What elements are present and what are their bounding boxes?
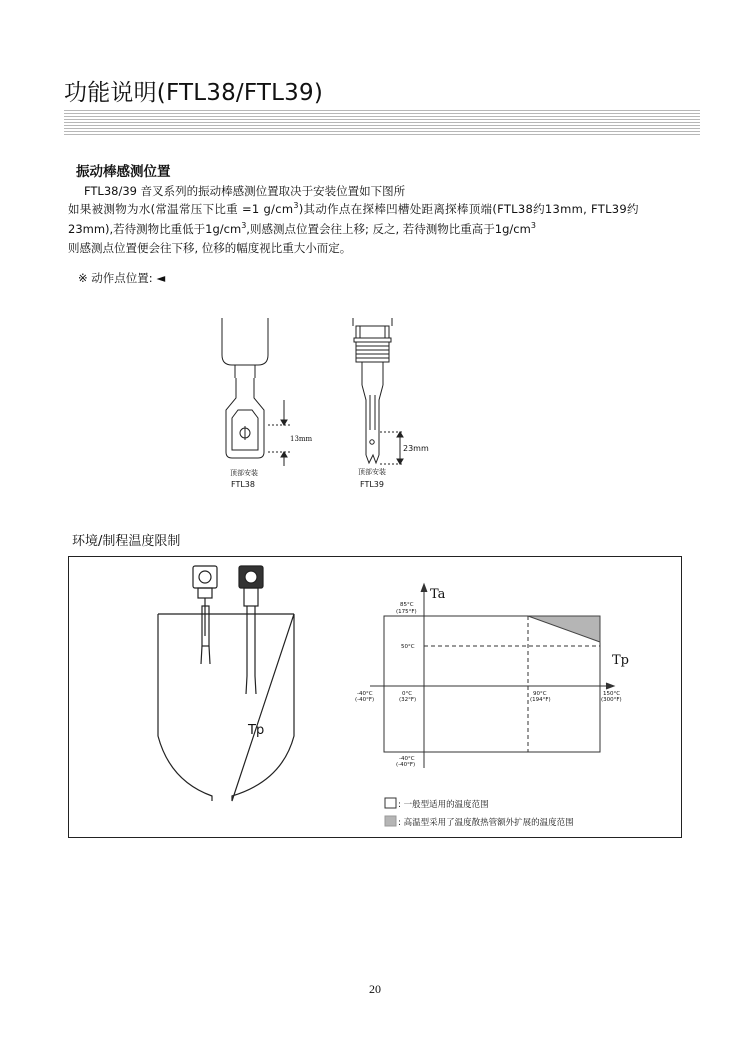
ftl38-install-label: 顶部安装 bbox=[230, 469, 258, 477]
legend-swatch-standard bbox=[385, 798, 396, 808]
tick-bottom-neg40f: (-40°F) bbox=[396, 762, 416, 768]
tick-194f: (194°F) bbox=[530, 697, 551, 703]
tick-bottom-neg40c: -40°C bbox=[399, 756, 415, 762]
ftl39-figure bbox=[353, 318, 404, 464]
paragraph-line-4: 则感测点位置便会往下移, 位移的幅度视比重大小而定。 bbox=[68, 241, 352, 255]
ftl38-dim-label: 13mm bbox=[290, 435, 313, 443]
tick-150c: 150°C bbox=[603, 691, 621, 697]
temperature-diagram bbox=[0, 556, 750, 838]
probe-figures bbox=[0, 0, 750, 500]
ftl39-install-label: 顶部安装 bbox=[358, 468, 386, 476]
paragraph-line-2: 如果被测物为水(常温常压下比重 =1 $g/cm^3$)其动作点在探棒凹槽处距离探棒顶端(FTL38约13mm, FTL39约 bbox=[68, 201, 639, 216]
tick-0c: 0°C bbox=[402, 691, 413, 697]
paragraph-line-1: FTL38/39 音叉系列的振动棒感测位置取决于安装位置如下图所 bbox=[84, 184, 406, 198]
tick-32f: (32°F) bbox=[399, 697, 417, 703]
tick-neg40c: -40°C bbox=[357, 691, 373, 697]
legend-swatch-high-temp bbox=[385, 816, 396, 826]
ftl38-figure bbox=[222, 318, 290, 466]
section-heading-temperature: 环境/制程温度限制 bbox=[72, 534, 181, 549]
ftl39-dim-label: 23mm bbox=[403, 444, 429, 453]
paragraph-line-3: 23mm),若待测物比重低于$1g/cm^3$,则感测点位置会往上移; 反之, 若待测物比重高于$1g/cm^3$ bbox=[68, 221, 536, 236]
ftl39-model-label: FTL39 bbox=[360, 480, 384, 489]
tick-neg40f: (-40°F) bbox=[355, 697, 375, 703]
tank-drawing bbox=[158, 566, 294, 801]
page-number: 20 bbox=[369, 982, 381, 996]
page-title: 功能说明(FTL38/FTL39) bbox=[64, 80, 324, 106]
axis-ta-label: Ta bbox=[430, 587, 446, 602]
legend-high-temp-text: : 高温型采用了温度散热管额外扩展的温度范围 bbox=[398, 818, 574, 828]
tick-300f: (300°F) bbox=[601, 697, 622, 703]
tick-90c: 90°C bbox=[533, 691, 547, 697]
legend-standard-text: : 一般型适用的温度范围 bbox=[398, 800, 489, 810]
tank-tp-label: Tp bbox=[248, 723, 265, 738]
action-point-note: ※ 动作点位置: ◄ bbox=[78, 271, 166, 285]
axis-tp-label: Tp bbox=[612, 653, 629, 668]
tick-175f: (175°F) bbox=[396, 609, 417, 615]
ftl38-model-label: FTL38 bbox=[231, 480, 255, 489]
section-heading-sensing: 振动棒感测位置 bbox=[76, 164, 171, 180]
tick-85c: 85°C bbox=[400, 602, 414, 608]
tick-50c: 50°C bbox=[401, 644, 415, 650]
